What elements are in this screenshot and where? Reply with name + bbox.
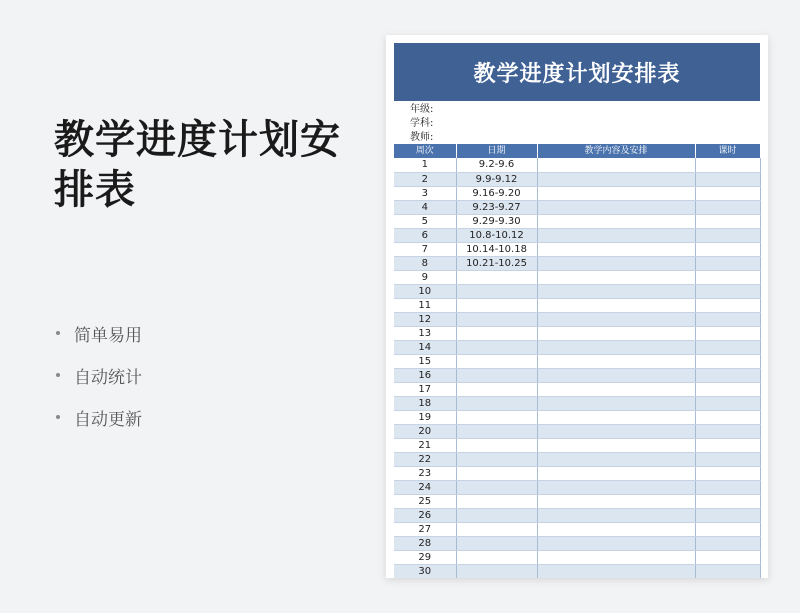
hours-cell[interactable] [695, 242, 760, 256]
grade-label: 年级: [410, 104, 434, 115]
content-cell[interactable] [537, 326, 695, 340]
hours-cell[interactable] [695, 466, 760, 480]
content-cell[interactable] [537, 424, 695, 438]
week-cell[interactable]: 16 [394, 368, 456, 382]
hours-cell[interactable] [695, 396, 760, 410]
week-cell[interactable]: 28 [394, 536, 456, 550]
table-row [394, 480, 760, 494]
column-header-date: 日期 [456, 144, 537, 158]
content-cell[interactable] [537, 214, 695, 228]
feature-list [56, 312, 142, 438]
date-cell[interactable] [456, 564, 537, 578]
content-cell[interactable] [537, 508, 695, 522]
spreadsheet-preview [386, 35, 768, 578]
week-cell[interactable]: 18 [394, 396, 456, 410]
date-cell[interactable] [456, 438, 537, 452]
date-cell[interactable] [456, 508, 537, 522]
hours-cell[interactable] [695, 564, 760, 578]
hours-cell[interactable] [695, 186, 760, 200]
content-cell[interactable] [537, 312, 695, 326]
content-cell[interactable] [537, 228, 695, 242]
date-cell[interactable] [456, 410, 537, 424]
week-cell[interactable]: 27 [394, 522, 456, 536]
promo-title: 教学进度计划安排表 [54, 117, 341, 213]
week-cell[interactable]: 5 [394, 214, 456, 228]
content-cell[interactable] [537, 438, 695, 452]
hours-cell[interactable] [695, 200, 760, 214]
date-cell[interactable] [456, 466, 537, 480]
table-header-row [394, 144, 760, 158]
week-cell[interactable]: 24 [394, 480, 456, 494]
week-cell[interactable]: 30 [394, 564, 456, 578]
date-cell[interactable] [456, 480, 537, 494]
content-cell[interactable] [537, 172, 695, 186]
date-cell[interactable]: 9.16-9.20 [456, 186, 537, 200]
date-cell[interactable]: 10.8-10.12 [456, 228, 537, 242]
hours-cell[interactable] [695, 270, 760, 284]
date-cell[interactable] [456, 424, 537, 438]
content-cell[interactable] [537, 452, 695, 466]
table-row [394, 354, 760, 368]
hours-cell[interactable] [695, 298, 760, 312]
table-row [394, 200, 760, 214]
week-cell[interactable]: 20 [394, 424, 456, 438]
hours-cell[interactable] [695, 284, 760, 298]
table-row [394, 424, 760, 438]
table-row [394, 396, 760, 410]
content-cell[interactable] [537, 522, 695, 536]
week-cell[interactable]: 7 [394, 242, 456, 256]
week-cell[interactable]: 26 [394, 508, 456, 522]
content-cell[interactable] [537, 340, 695, 354]
hours-cell[interactable] [695, 424, 760, 438]
hours-cell[interactable] [695, 158, 760, 172]
table-row [394, 186, 760, 200]
feature-label: 简单易用 [74, 325, 142, 346]
date-cell[interactable] [456, 550, 537, 564]
week-cell[interactable]: 9 [394, 270, 456, 284]
column-header-week: 周次 [394, 144, 456, 158]
content-cell[interactable] [537, 354, 695, 368]
date-cell[interactable]: 10.14-10.18 [456, 242, 537, 256]
week-cell[interactable]: 8 [394, 256, 456, 270]
content-cell[interactable] [537, 158, 695, 172]
hours-cell[interactable] [695, 368, 760, 382]
bullet-dot-icon [56, 373, 60, 377]
table-row [394, 368, 760, 382]
week-cell[interactable]: 15 [394, 354, 456, 368]
hours-cell[interactable] [695, 326, 760, 340]
content-cell[interactable] [537, 410, 695, 424]
sheet-info [394, 103, 760, 145]
week-cell[interactable]: 25 [394, 494, 456, 508]
content-cell[interactable] [537, 186, 695, 200]
week-cell[interactable]: 12 [394, 312, 456, 326]
sheet-title: 教学进度计划安排表 [394, 43, 760, 101]
date-cell[interactable]: 9.23-9.27 [456, 200, 537, 214]
feature-item [56, 396, 142, 438]
teacher-label: 教师: [410, 132, 434, 143]
table-row [394, 466, 760, 480]
week-cell[interactable]: 2 [394, 172, 456, 186]
content-cell[interactable] [537, 298, 695, 312]
date-cell[interactable] [456, 368, 537, 382]
date-cell[interactable]: 9.2-9.6 [456, 158, 537, 172]
table-row [394, 214, 760, 228]
date-cell[interactable] [456, 382, 537, 396]
week-cell[interactable]: 1 [394, 158, 456, 172]
hours-cell[interactable] [695, 452, 760, 466]
content-cell[interactable] [537, 256, 695, 270]
date-cell[interactable] [456, 354, 537, 368]
week-cell[interactable]: 23 [394, 466, 456, 480]
hours-cell[interactable] [695, 508, 760, 522]
table-row [394, 312, 760, 326]
hours-cell[interactable] [695, 382, 760, 396]
hours-cell[interactable] [695, 228, 760, 242]
feature-item [56, 354, 142, 396]
date-cell[interactable] [456, 284, 537, 298]
bullet-dot-icon [56, 331, 60, 335]
date-cell[interactable] [456, 452, 537, 466]
table-row [394, 284, 760, 298]
hours-cell[interactable] [695, 480, 760, 494]
hours-cell[interactable] [695, 214, 760, 228]
subject-label: 学科: [410, 118, 434, 129]
table-row [394, 298, 760, 312]
table-row [394, 382, 760, 396]
content-cell[interactable] [537, 242, 695, 256]
hours-cell[interactable] [695, 410, 760, 424]
content-cell[interactable] [537, 368, 695, 382]
table-row [394, 158, 760, 172]
hours-cell[interactable] [695, 522, 760, 536]
date-cell[interactable] [456, 298, 537, 312]
table-row [394, 228, 760, 242]
week-cell[interactable]: 17 [394, 382, 456, 396]
column-header-hours: 课时 [695, 144, 760, 158]
date-cell[interactable] [456, 522, 537, 536]
content-cell[interactable] [537, 200, 695, 214]
hours-cell[interactable] [695, 256, 760, 270]
hours-cell[interactable] [695, 494, 760, 508]
hours-cell[interactable] [695, 340, 760, 354]
date-cell[interactable]: 9.29-9.30 [456, 214, 537, 228]
table-row [394, 452, 760, 466]
date-cell[interactable] [456, 494, 537, 508]
table-row [394, 522, 760, 536]
content-cell[interactable] [537, 480, 695, 494]
week-cell[interactable]: 14 [394, 340, 456, 354]
date-cell[interactable] [456, 326, 537, 340]
week-cell[interactable]: 22 [394, 452, 456, 466]
content-cell[interactable] [537, 396, 695, 410]
week-cell[interactable]: 11 [394, 298, 456, 312]
content-cell[interactable] [537, 466, 695, 480]
week-cell[interactable]: 10 [394, 284, 456, 298]
week-cell[interactable]: 19 [394, 410, 456, 424]
table-row [394, 172, 760, 186]
week-cell[interactable]: 4 [394, 200, 456, 214]
table-row [394, 340, 760, 354]
hours-cell[interactable] [695, 312, 760, 326]
column-header-content: 教学内容及安排 [537, 144, 695, 158]
date-cell[interactable]: 10.21-10.25 [456, 256, 537, 270]
content-cell[interactable] [537, 536, 695, 550]
content-cell[interactable] [537, 494, 695, 508]
hours-cell[interactable] [695, 172, 760, 186]
schedule-table [394, 144, 761, 578]
content-cell[interactable] [537, 382, 695, 396]
table-row [394, 550, 760, 564]
week-cell[interactable]: 6 [394, 228, 456, 242]
date-cell[interactable] [456, 340, 537, 354]
hours-cell[interactable] [695, 550, 760, 564]
bullet-dot-icon [56, 415, 60, 419]
table-row [394, 438, 760, 452]
feature-item [56, 312, 142, 354]
week-cell[interactable]: 13 [394, 326, 456, 340]
week-cell[interactable]: 29 [394, 550, 456, 564]
table-row [394, 536, 760, 550]
date-cell[interactable] [456, 396, 537, 410]
table-row [394, 256, 760, 270]
content-cell[interactable] [537, 550, 695, 564]
table-row [394, 270, 760, 284]
week-cell[interactable]: 3 [394, 186, 456, 200]
table-row [394, 410, 760, 424]
content-cell[interactable] [537, 564, 695, 578]
feature-label: 自动更新 [74, 409, 142, 430]
week-cell[interactable]: 21 [394, 438, 456, 452]
date-cell[interactable] [456, 270, 537, 284]
date-cell[interactable]: 9.9-9.12 [456, 172, 537, 186]
content-cell[interactable] [537, 270, 695, 284]
date-cell[interactable] [456, 312, 537, 326]
content-cell[interactable] [537, 284, 695, 298]
hours-cell[interactable] [695, 536, 760, 550]
table-row [394, 564, 760, 578]
feature-label: 自动统计 [74, 367, 142, 388]
hours-cell[interactable] [695, 354, 760, 368]
table-row [394, 494, 760, 508]
table-row [394, 326, 760, 340]
hours-cell[interactable] [695, 438, 760, 452]
table-row [394, 242, 760, 256]
date-cell[interactable] [456, 536, 537, 550]
table-row [394, 508, 760, 522]
